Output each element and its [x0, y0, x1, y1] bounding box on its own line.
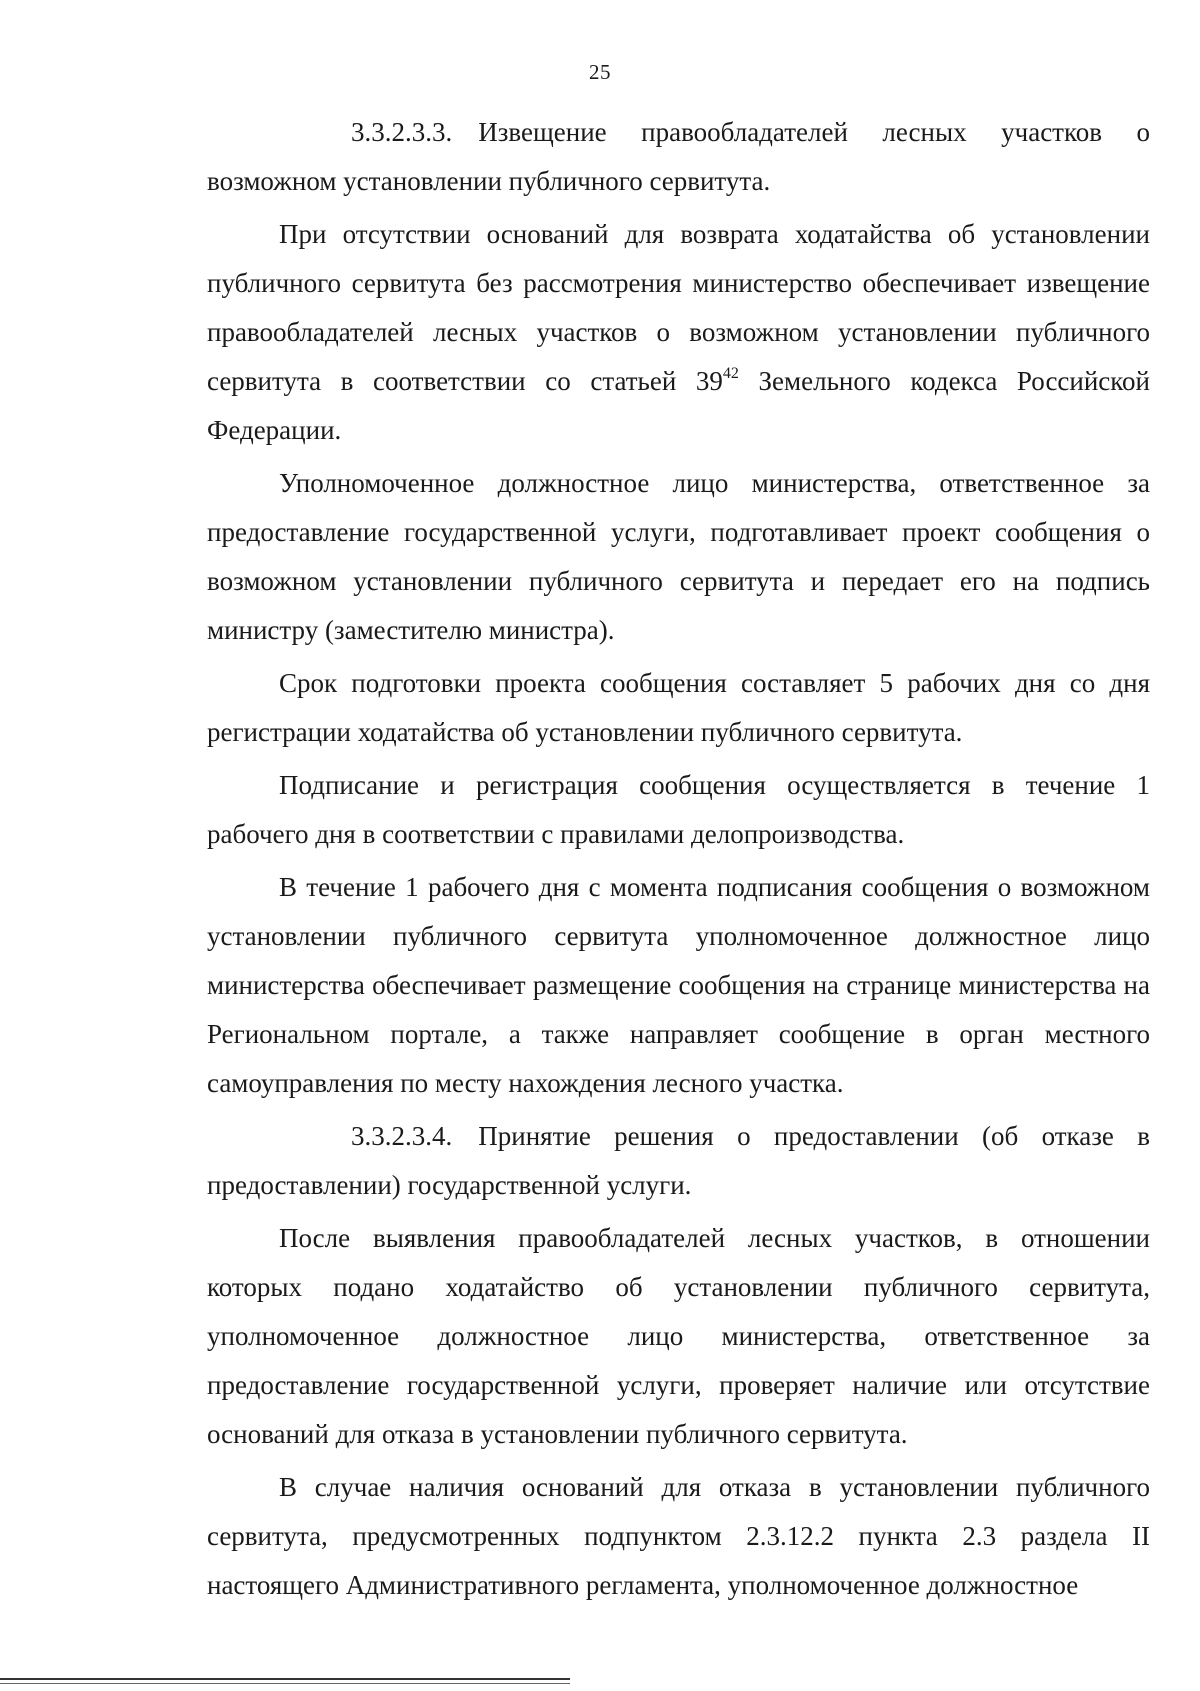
page-number: 25 — [589, 60, 611, 84]
paragraph-text-tail: Земельного кодекса Российской Федерации. — [207, 366, 1150, 445]
paragraph: После выявления правообладателей лесных участков, в отношении которых подано ходатайство об установлении публичного сервитута, уполномоченное должностное лицо министерства, ответственное за предоставление государственной услуги, проверяет наличие или отсутствие оснований для отказа в установлении публичного сервитута. — [207, 1223, 1150, 1449]
paragraph: Уполномоченное должностное лицо министерства, ответственное за предоставление государственной услуги, подготавливает проект сообщения о возможном установлении публичного сервитута и передает его на подпись министру (заместителю министра). — [207, 468, 1150, 645]
section-number: 3.3.2.3.3. — [351, 117, 453, 147]
section-heading-text: Извещение правообладателей лесных участков о возможном установлении публичного сервитута. — [207, 117, 1150, 196]
section-heading-3-3-2-3-4 — [207, 1112, 1150, 1210]
footer-divider-secondary — [0, 1683, 570, 1684]
paragraph: В течение 1 рабочего дня с момента подписания сообщения о возможном установлении публичного сервитута уполномоченное должностное лицо министерства обеспечивает размещение сообщения на странице министерства на Региональном портале, а также направляет сообщение в орган местного самоуправления по месту нахождения лесного участка. — [207, 872, 1150, 1098]
paragraph: В случае наличия оснований для отказа в установлении публичного сервитута, предусмотренных подпунктом 2.3.12.2 пункта 2.3 раздела II настоящего Административного регламента, уполномоченное должностное — [207, 1472, 1150, 1600]
paragraph: Подписание и регистрация сообщения осуществляется в течение 1 рабочего дня в соответствии с правилами делопроизводства. — [207, 770, 1150, 849]
document-body — [207, 108, 1150, 1614]
paragraph: Срок подготовки проекта сообщения составляет 5 рабочих дня со дня регистрации ходатайства об установлении публичного сервитута. — [207, 668, 1150, 747]
section-number: 3.3.2.3.4. — [351, 1121, 453, 1151]
footer-divider — [0, 1678, 570, 1680]
paragraph-text: При отсутствии оснований для возврата ходатайства об установлении публичного сервитута без рассмотрения министерство обеспечивает извещение правообладателей лесных участков о возможном установлении публичного сервитута в соответствии со статьей 39 — [207, 219, 1150, 396]
paragraph — [207, 210, 1150, 455]
section-heading-3-3-2-3-3 — [207, 108, 1150, 206]
superscript: 42 — [722, 365, 739, 382]
section-heading-text: Принятие решения о предоставлении (об отказе в предоставлении) государственной услуги. — [207, 1121, 1150, 1200]
